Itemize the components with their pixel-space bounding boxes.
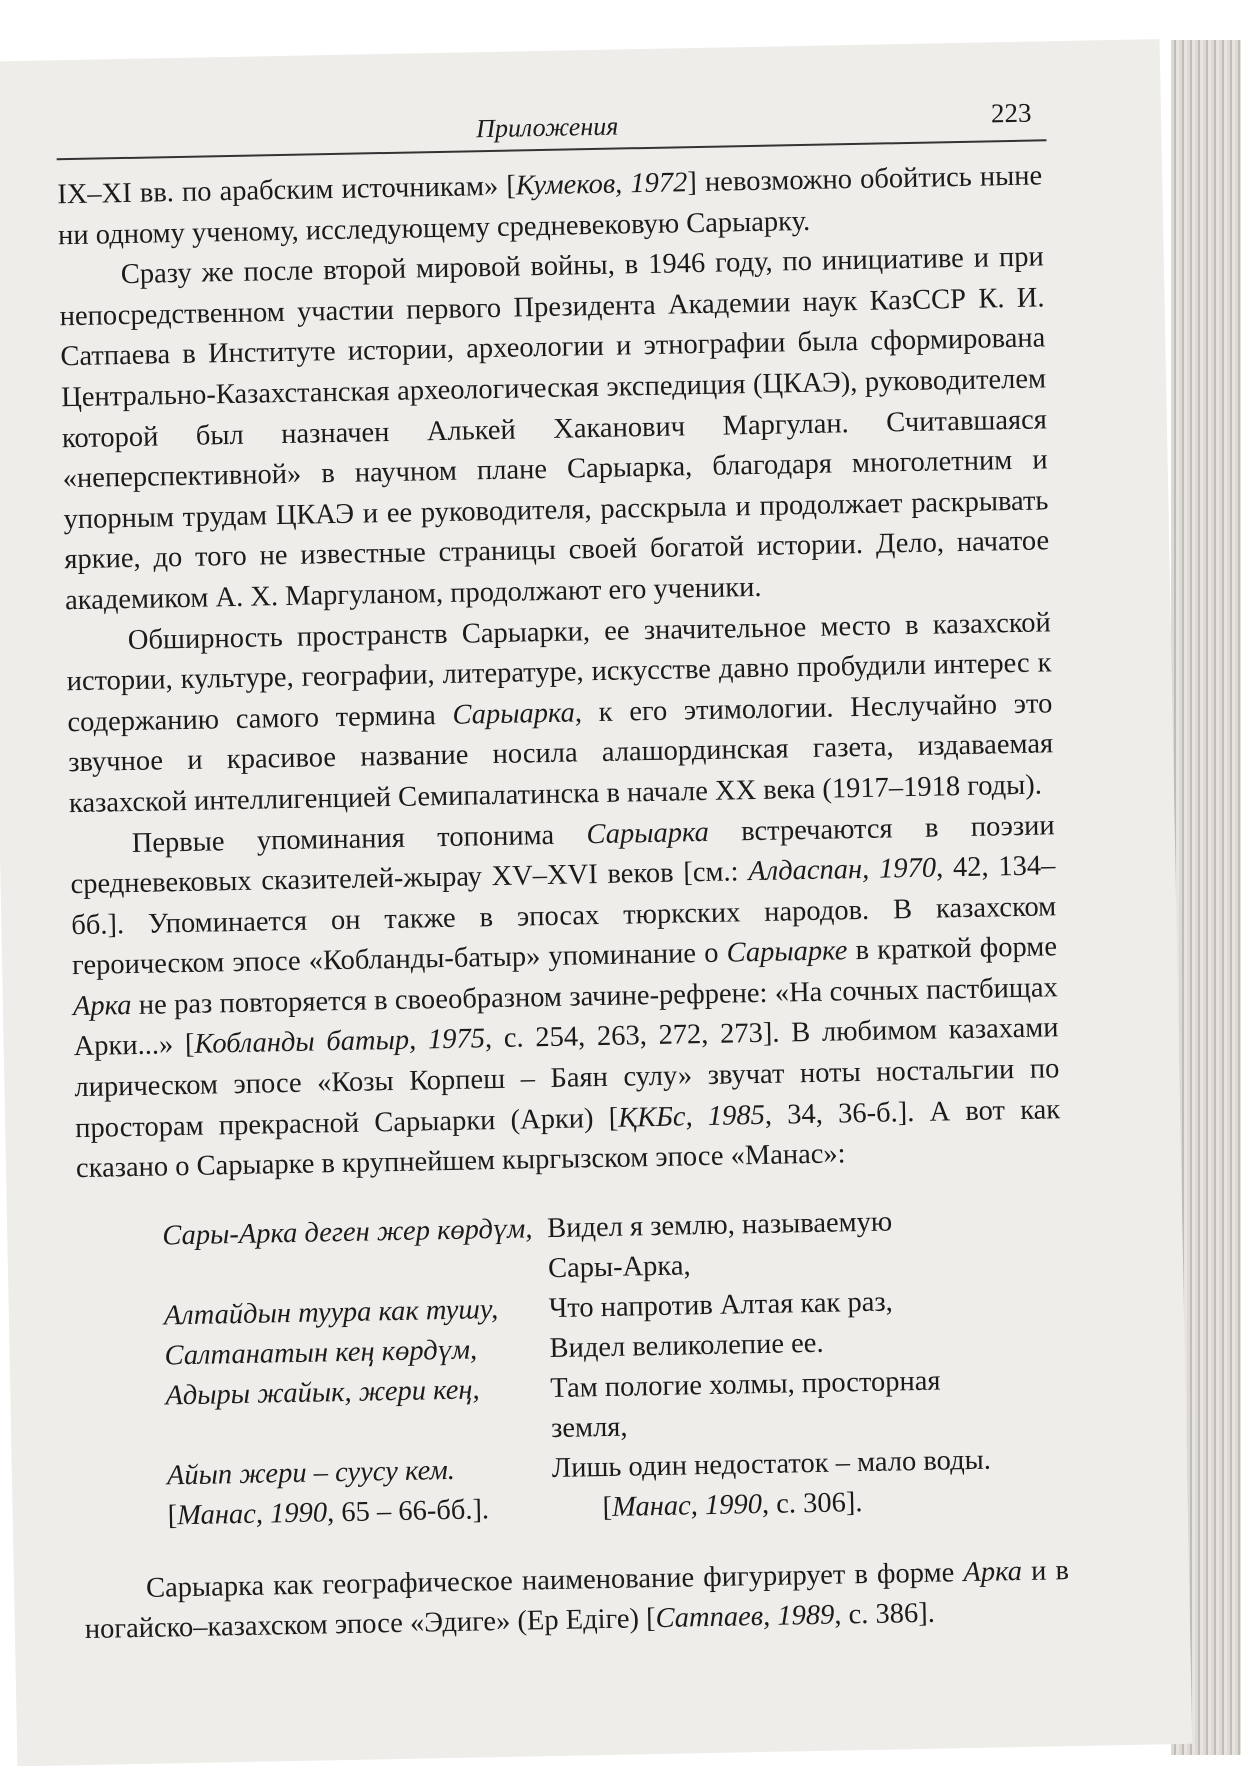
poem-translation-source xyxy=(552,1480,1023,1529)
paragraph-4-text: , 42, 134–бб.]. Упоминается он также в эпосах тюркских народов. В казахском героическом эпосе «Кобланды-батыр» упоминание о xyxy=(71,850,1057,982)
paragraph-1-text: ] невозможно обойтись ныне ни одному ученому, исследующему средневековую Сарыарку. xyxy=(57,160,1043,251)
poem-translation-column xyxy=(547,1200,1023,1529)
term: Сарыарка xyxy=(586,816,710,850)
poem-original-line: Сары-Арка деген жер көрдүм, xyxy=(162,1213,533,1252)
poem-original-line: Адыры жайык, жери кең, xyxy=(165,1374,480,1412)
term: Сарыарка xyxy=(452,697,576,731)
paragraph-4-text: , с. 254, 263, 272, 273]. В любимом казахами лирическом эпосе «Козы Корпеш – Баян сулу» звучат ноты ностальгии по просторам прекрасной Сарыарки (Арки) [ xyxy=(74,1012,1060,1144)
term: Сарыарке xyxy=(726,935,848,969)
paragraph-3 xyxy=(66,603,1055,825)
poem-original-line: Айып жери – суусу кем. xyxy=(166,1454,456,1492)
poem-translation-line: Лишь один недостаток – мало воды. xyxy=(551,1444,992,1484)
term: Арка xyxy=(72,989,132,1023)
source-bracket: [ xyxy=(602,1491,613,1523)
citation: Манас, 1990 xyxy=(176,1497,328,1532)
page-body xyxy=(57,156,1070,1651)
book-page xyxy=(0,39,1192,1766)
paragraph-4 xyxy=(69,806,1061,1190)
paragraph-2: Сразу же после второй мировой войны, в 1946 году, по инициативе и при непосредственном участии первого Президента Академии наук КазССР К. И. Сатпаева в Институте истории, археологии и этнографии была сформирована Центрально-Казахстанская археологическая экспедиция (ЦКАЭ), руководителем которой был назначен Алькей Хаканович Маргулан. Считавшаяся «неперспективной» в научном плане Сарыарка, благодаря многолетним и упорным трудам ЦКАЭ и ее руководителя, расскрыла и продолжает раскрывать яркие, до того не известные страницы своей богатой истории. Дело, начатое академиком А. Х. Маргуланом, продолжают его ученики. xyxy=(59,241,1050,617)
citation: Манас, 1990 xyxy=(611,1488,763,1523)
source-bracket: [ xyxy=(167,1500,178,1532)
page-header xyxy=(56,97,1047,156)
paragraph-4-text: Первые упоминания топонима xyxy=(131,818,587,859)
closing-text: Сарыарка как географическое наименование фигурирует в форме xyxy=(145,1557,964,1604)
closing-text: , с. 386]. xyxy=(834,1598,936,1632)
poem-translation-line: Сары-Арка, xyxy=(547,1250,691,1284)
citation: Алдаспан, 1970 xyxy=(748,852,937,888)
citation: Сатпаев, 1989 xyxy=(655,1600,835,1635)
poem-translation-line: Там пологие холмы, просторная xyxy=(550,1365,941,1404)
paragraph-4-text: в краткой форме xyxy=(847,931,1058,967)
poem-original-column xyxy=(162,1209,563,1537)
citation: Кумеков, 1972 xyxy=(515,167,688,202)
poem-translation-line: Видел великолепие ее. xyxy=(549,1327,824,1364)
citation: Кобланды батыр, 1975 xyxy=(194,1023,486,1061)
running-title: Приложения xyxy=(475,111,619,144)
poem-quotation xyxy=(77,1199,1068,1548)
paragraph-4-text: не раз повторяется в своеобразном зачине-рефрене: «На сочных пастбищах Арки...» [ xyxy=(73,972,1059,1063)
paragraph-4-text: , 34, 36-б.]. А вот как сказано о Сарыарке в крупнейшем кыргызском эпосе «Манас»: xyxy=(75,1093,1061,1185)
page-number: 223 xyxy=(990,97,1032,129)
poem-translation-line: Что напротив Алтая как раз, xyxy=(548,1286,894,1324)
closing-paragraph xyxy=(84,1551,1070,1651)
poem-original-line: Салтанатын кең көрдүм, xyxy=(164,1334,478,1372)
citation: ҚКБс, 1985 xyxy=(617,1099,766,1134)
paragraph-3-text: Обширность пространств Сарыарки, ее значительное место в казахской истории, культуре, географии, литературе, искусстве давно пробудили интерес к содержанию самого термина xyxy=(66,606,1052,738)
term: Арка xyxy=(963,1555,1023,1588)
poem-translation-line: земля, xyxy=(550,1411,628,1444)
source-pages: , 65 – 66-бб.]. xyxy=(326,1494,490,1529)
poem-original-source xyxy=(167,1489,563,1537)
source-pages: , с. 306]. xyxy=(761,1486,863,1520)
closing-text: и в ногайско–казахском эпосе «Эдиге» (Ер Едiге) [ xyxy=(84,1554,1070,1646)
paragraph-1-text: IX–XI вв. по арабским источникам» [ xyxy=(57,170,517,211)
poem-translation-line: Видел я землю, называемую xyxy=(546,1206,893,1244)
poem-original-line: Алтайдын туура как тушу, xyxy=(163,1293,499,1332)
paragraph-4-text: встречаются в поэзии средневековых сказителей-жырау XV–XVI веков [см.: xyxy=(70,809,1055,901)
paragraph-3-text: , к его этимологии. Неслучайно это звучное и красивое название носила алашординская газета, издаваемая казахской интеллигенцией Семипалатинска в начале XX века (1917–1918 годы). xyxy=(67,688,1054,820)
